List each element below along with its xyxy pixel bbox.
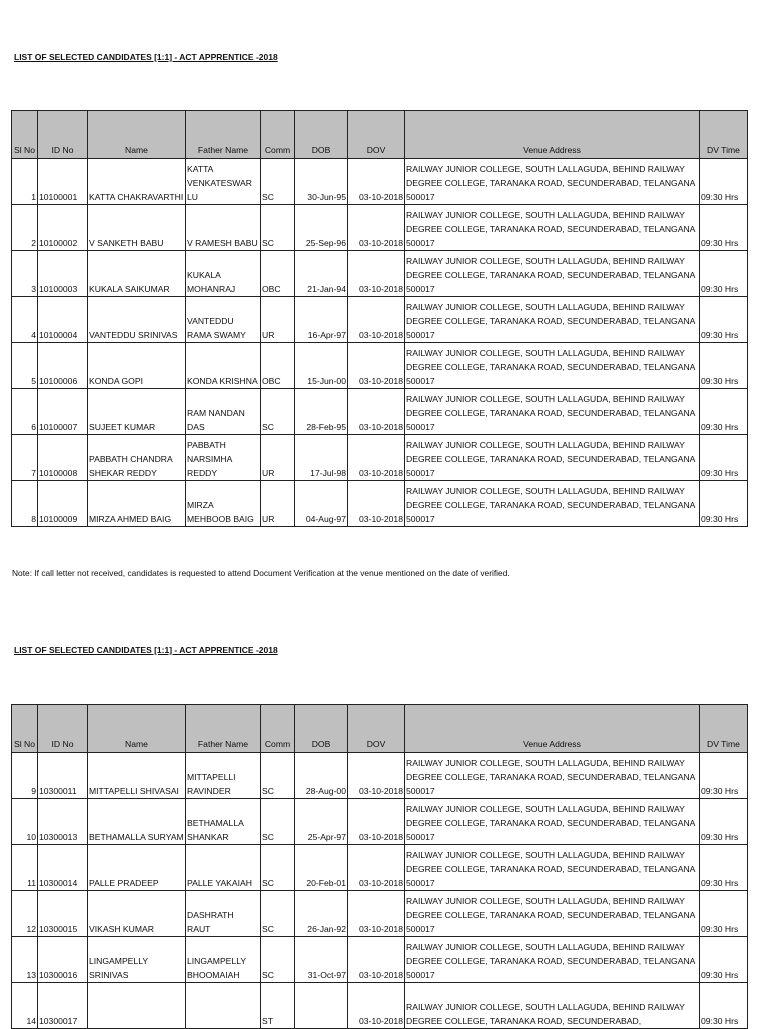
cell-dv-time: 09:30 Hrs (700, 343, 748, 389)
cell-name: MITTAPELLI SHIVASAI (88, 753, 186, 799)
header-row (12, 705, 748, 753)
cell-venue-address: RAILWAY JUNIOR COLLEGE, SOUTH LALLAGUDA, BEHIND RAILWAY DEGREE COLLEGE, TARANAKA ROAD, SECUNDERABAD, TELANGANA 500017 (405, 297, 700, 343)
cell-dob: 28-Aug-00 (295, 753, 348, 799)
cell-name (88, 983, 186, 1029)
cell-name: PABBATH CHANDRA SHEKAR REDDY (88, 435, 186, 481)
header-name: Name (88, 705, 186, 753)
cell-father-name: KUKALA MOHANRAJ (186, 251, 261, 297)
cell-father-name: MITTAPELLI RAVINDER (186, 753, 261, 799)
cell-sl-no: 10 (12, 799, 38, 845)
cell-dov: 03-10-2018 (348, 205, 405, 251)
cell-comm: SC (261, 845, 295, 891)
section-1-title: LIST OF SELECTED CANDIDATES [1:1] - ACT APPRENTICE -2018 (14, 52, 278, 62)
header-sl-no: Sl No (12, 111, 38, 159)
cell-father-name: KATTA VENKATESWAR LU (186, 159, 261, 205)
section-2-table-wrap (11, 704, 748, 1029)
cell-id-no: 10100006 (38, 343, 88, 389)
table-row (12, 753, 748, 799)
header-father-name: Father Name (186, 705, 261, 753)
cell-dov: 03-10-2018 (348, 435, 405, 481)
cell-comm: UR (261, 435, 295, 481)
header-dv-time: DV Time (700, 111, 748, 159)
cell-venue-address: RAILWAY JUNIOR COLLEGE, SOUTH LALLAGUDA, BEHIND RAILWAY DEGREE COLLEGE, TARANAKA ROAD, SECUNDERABAD, TELANGANA 500017 (405, 845, 700, 891)
section-2-title: LIST OF SELECTED CANDIDATES [1:1] - ACT APPRENTICE -2018 (14, 645, 278, 655)
cell-name: KONDA GOPI (88, 343, 186, 389)
cell-dv-time: 09:30 Hrs (700, 753, 748, 799)
cell-dob: 16-Apr-97 (295, 297, 348, 343)
header-id-no: ID No (38, 111, 88, 159)
cell-name: KATTA CHAKRAVARTHI (88, 159, 186, 205)
header-dov: DOV (348, 111, 405, 159)
section-1-table-wrap (11, 110, 748, 527)
header-venue-address: Venue Address (405, 705, 700, 753)
cell-venue-address: RAILWAY JUNIOR COLLEGE, SOUTH LALLAGUDA, BEHIND RAILWAY DEGREE COLLEGE, TARANAKA ROAD, SECUNDERABAD, TELANGANA 500017 (405, 343, 700, 389)
cell-dv-time: 09:30 Hrs (700, 983, 748, 1029)
cell-dob (295, 983, 348, 1029)
cell-dob: 15-Jun-00 (295, 343, 348, 389)
cell-dov: 03-10-2018 (348, 983, 405, 1029)
cell-comm: OBC (261, 251, 295, 297)
header-comm: Comm (261, 705, 295, 753)
note-text: Note: If call letter not received, candidates is requested to attend Document Verification at the venue mentioned on the date of verified. (12, 568, 510, 578)
header-dob: DOB (295, 111, 348, 159)
table-row (12, 983, 748, 1029)
table-row (12, 435, 748, 481)
cell-name: V SANKETH BABU (88, 205, 186, 251)
cell-dov: 03-10-2018 (348, 481, 405, 527)
cell-father-name: LINGAMPELLY BHOOMAIAH (186, 937, 261, 983)
cell-id-no: 10300013 (38, 799, 88, 845)
cell-dov: 03-10-2018 (348, 389, 405, 435)
cell-dv-time: 09:30 Hrs (700, 389, 748, 435)
cell-dv-time: 09:30 Hrs (700, 481, 748, 527)
cell-dov: 03-10-2018 (348, 251, 405, 297)
cell-sl-no: 8 (12, 481, 38, 527)
table-row (12, 343, 748, 389)
cell-dv-time: 09:30 Hrs (700, 205, 748, 251)
cell-sl-no: 13 (12, 937, 38, 983)
header-id-no: ID No (38, 705, 88, 753)
cell-father-name: RAM NANDAN DAS (186, 389, 261, 435)
cell-id-no: 10100007 (38, 389, 88, 435)
cell-venue-address: RAILWAY JUNIOR COLLEGE, SOUTH LALLAGUDA, BEHIND RAILWAY DEGREE COLLEGE, TARANAKA ROAD, SECUNDERABAD, TELANGANA 500017 (405, 159, 700, 205)
header-venue-address: Venue Address (405, 111, 700, 159)
candidates-table (11, 704, 748, 1029)
cell-id-no: 10300011 (38, 753, 88, 799)
cell-dov: 03-10-2018 (348, 891, 405, 937)
cell-sl-no: 9 (12, 753, 38, 799)
cell-id-no: 10300016 (38, 937, 88, 983)
cell-comm: ST (261, 983, 295, 1029)
cell-dob: 31-Oct-97 (295, 937, 348, 983)
cell-comm: UR (261, 481, 295, 527)
cell-name: LINGAMPELLY SRINIVAS (88, 937, 186, 983)
cell-id-no: 10300015 (38, 891, 88, 937)
cell-venue-address: RAILWAY JUNIOR COLLEGE, SOUTH LALLAGUDA, BEHIND RAILWAY DEGREE COLLEGE, TARANAKA ROAD, SECUNDERABAD, TELANGANA 500017 (405, 753, 700, 799)
cell-sl-no: 1 (12, 159, 38, 205)
cell-dob: 28-Feb-95 (295, 389, 348, 435)
cell-venue-address: RAILWAY JUNIOR COLLEGE, SOUTH LALLAGUDA, BEHIND RAILWAY DEGREE COLLEGE, TARANAKA ROAD, SECUNDERABAD, TELANGANA 500017 (405, 937, 700, 983)
cell-dob: 30-Jun-95 (295, 159, 348, 205)
header-row (12, 111, 748, 159)
table-row (12, 251, 748, 297)
cell-venue-address: RAILWAY JUNIOR COLLEGE, SOUTH LALLAGUDA, BEHIND RAILWAY DEGREE COLLEGE, TARANAKA ROAD, SECUNDERABAD, TELANGANA 500017 (405, 435, 700, 481)
cell-dov: 03-10-2018 (348, 297, 405, 343)
cell-comm: SC (261, 799, 295, 845)
cell-comm: SC (261, 205, 295, 251)
table-row (12, 389, 748, 435)
cell-dov: 03-10-2018 (348, 845, 405, 891)
candidates-table (11, 110, 748, 527)
table-row (12, 799, 748, 845)
cell-venue-address: RAILWAY JUNIOR COLLEGE, SOUTH LALLAGUDA, BEHIND RAILWAY DEGREE COLLEGE, TARANAKA ROAD, SECUNDERABAD, TELANGANA 500017 (405, 891, 700, 937)
cell-father-name: PABBATH NARSIMHA REDDY (186, 435, 261, 481)
cell-name: KUKALA SAIKUMAR (88, 251, 186, 297)
cell-venue-address: RAILWAY JUNIOR COLLEGE, SOUTH LALLAGUDA, BEHIND RAILWAY DEGREE COLLEGE, TARANAKA ROAD, SECUNDERABAD, TELANGANA 500017 (405, 251, 700, 297)
cell-venue-address: RAILWAY JUNIOR COLLEGE, SOUTH LALLAGUDA, BEHIND RAILWAY DEGREE COLLEGE, TARANAKA ROAD, SECUNDERABAD, TELANGANA 500017 (405, 389, 700, 435)
cell-dv-time: 09:30 Hrs (700, 297, 748, 343)
cell-comm: SC (261, 389, 295, 435)
header-comm: Comm (261, 111, 295, 159)
cell-dob: 21-Jan-94 (295, 251, 348, 297)
cell-dv-time: 09:30 Hrs (700, 937, 748, 983)
cell-dv-time: 09:30 Hrs (700, 251, 748, 297)
cell-dv-time: 09:30 Hrs (700, 435, 748, 481)
cell-father-name: DASHRATH RAUT (186, 891, 261, 937)
cell-name: VIKASH KUMAR (88, 891, 186, 937)
cell-dv-time: 09:30 Hrs (700, 845, 748, 891)
table-row (12, 845, 748, 891)
cell-dob: 25-Apr-97 (295, 799, 348, 845)
cell-dob: 26-Jan-92 (295, 891, 348, 937)
cell-comm: SC (261, 753, 295, 799)
cell-sl-no: 4 (12, 297, 38, 343)
table-row (12, 481, 748, 527)
cell-father-name: KONDA KRISHNA (186, 343, 261, 389)
cell-sl-no: 6 (12, 389, 38, 435)
table-row (12, 205, 748, 251)
cell-name: SUJEET KUMAR (88, 389, 186, 435)
cell-dob: 17-Jul-98 (295, 435, 348, 481)
table-row (12, 937, 748, 983)
cell-venue-address: RAILWAY JUNIOR COLLEGE, SOUTH LALLAGUDA, BEHIND RAILWAY DEGREE COLLEGE, TARANAKA ROAD, SECUNDERABAD, TELANGANA 500017 (405, 481, 700, 527)
table-row (12, 891, 748, 937)
cell-father-name: BETHAMALLA SHANKAR (186, 799, 261, 845)
cell-dov: 03-10-2018 (348, 799, 405, 845)
cell-dv-time: 09:30 Hrs (700, 159, 748, 205)
table-row (12, 297, 748, 343)
cell-dov: 03-10-2018 (348, 159, 405, 205)
cell-sl-no: 5 (12, 343, 38, 389)
cell-name: VANTEDDU SRINIVAS (88, 297, 186, 343)
cell-father-name: V RAMESH BABU (186, 205, 261, 251)
cell-sl-no: 14 (12, 983, 38, 1029)
cell-father-name (186, 983, 261, 1029)
header-sl-no: Sl No (12, 705, 38, 753)
cell-dob: 04-Aug-97 (295, 481, 348, 527)
cell-comm: SC (261, 159, 295, 205)
cell-id-no: 10100002 (38, 205, 88, 251)
cell-name: MIRZA AHMED BAIG (88, 481, 186, 527)
header-father-name: Father Name (186, 111, 261, 159)
cell-father-name: VANTEDDU RAMA SWAMY (186, 297, 261, 343)
cell-id-no: 10100004 (38, 297, 88, 343)
cell-venue-address: RAILWAY JUNIOR COLLEGE, SOUTH LALLAGUDA, BEHIND RAILWAY DEGREE COLLEGE, TARANAKA ROAD, SECUNDERABAD, TELANGANA 500017 (405, 205, 700, 251)
header-name: Name (88, 111, 186, 159)
cell-sl-no: 2 (12, 205, 38, 251)
cell-dov: 03-10-2018 (348, 937, 405, 983)
cell-id-no: 10100001 (38, 159, 88, 205)
cell-venue-address: RAILWAY JUNIOR COLLEGE, SOUTH LALLAGUDA, BEHIND RAILWAY DEGREE COLLEGE, TARANAKA ROAD, SECUNDERABAD, TELANGANA 500017 (405, 799, 700, 845)
cell-sl-no: 11 (12, 845, 38, 891)
cell-father-name: MIRZA MEHBOOB BAIG (186, 481, 261, 527)
header-dv-time: DV Time (700, 705, 748, 753)
cell-sl-no: 7 (12, 435, 38, 481)
cell-dov: 03-10-2018 (348, 753, 405, 799)
table-row (12, 159, 748, 205)
header-dov: DOV (348, 705, 405, 753)
cell-dob: 20-Feb-01 (295, 845, 348, 891)
cell-venue-address: RAILWAY JUNIOR COLLEGE, SOUTH LALLAGUDA, BEHIND RAILWAY DEGREE COLLEGE, TARANAKA ROAD, SECUNDERABAD, (405, 983, 700, 1029)
header-dob: DOB (295, 705, 348, 753)
cell-father-name: PALLE YAKAIAH (186, 845, 261, 891)
cell-dv-time: 09:30 Hrs (700, 799, 748, 845)
cell-sl-no: 12 (12, 891, 38, 937)
cell-id-no: 10100008 (38, 435, 88, 481)
cell-comm: UR (261, 297, 295, 343)
cell-name: BETHAMALLA SURYAM (88, 799, 186, 845)
cell-comm: SC (261, 891, 295, 937)
cell-comm: SC (261, 937, 295, 983)
cell-comm: OBC (261, 343, 295, 389)
cell-sl-no: 3 (12, 251, 38, 297)
cell-id-no: 10100009 (38, 481, 88, 527)
cell-dob: 25-Sep-96 (295, 205, 348, 251)
cell-dv-time: 09:30 Hrs (700, 891, 748, 937)
cell-id-no: 10100003 (38, 251, 88, 297)
cell-id-no: 10300014 (38, 845, 88, 891)
cell-id-no: 10300017 (38, 983, 88, 1029)
cell-name: PALLE PRADEEP (88, 845, 186, 891)
cell-dov: 03-10-2018 (348, 343, 405, 389)
